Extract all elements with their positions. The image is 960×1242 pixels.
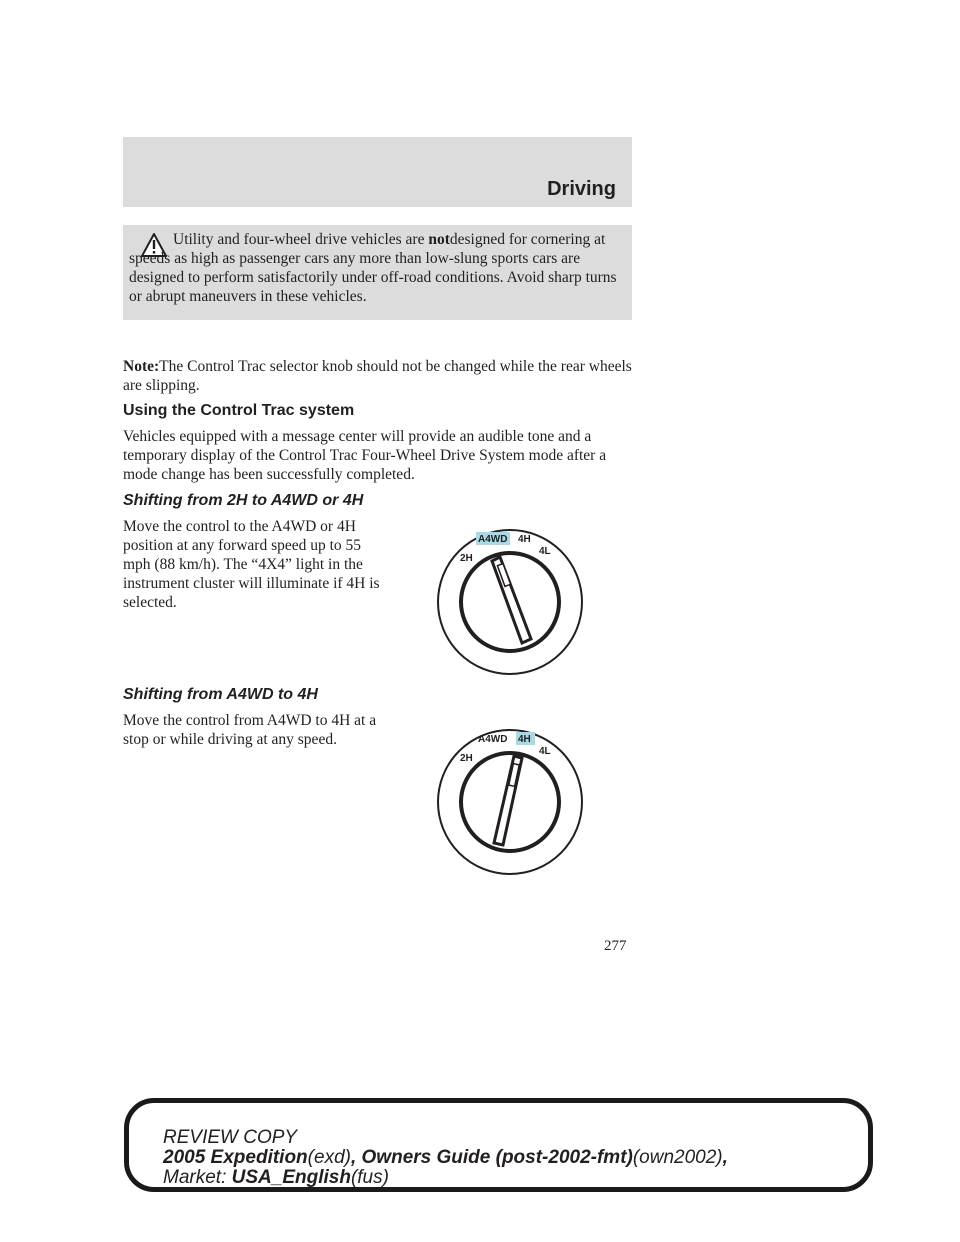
warning-box [123, 225, 632, 320]
knob-label-4l: 4L [539, 746, 551, 757]
review-publication-line: 2005 Expedition(exd), Owners Guide (post-2002-fmt)(own2002), [163, 1147, 728, 1168]
knob-label-2h: 2H [460, 753, 473, 764]
knob-label-a4wd: A4WD [478, 734, 508, 745]
note-text: The Control Trac selector knob should not be changed while the rear wheels are slipping. [123, 358, 632, 394]
section-title: Driving [547, 178, 616, 200]
note-paragraph [123, 357, 633, 395]
knob-label-4h: 4H [518, 734, 531, 745]
using-heading: Using the Control Trac system [123, 402, 355, 419]
shift2-heading: Shifting from A4WD to 4H [123, 686, 318, 703]
knob-label-4l: 4L [539, 546, 551, 557]
review-copy-label: REVIEW COPY [163, 1127, 298, 1148]
page-number: 277 [604, 938, 627, 954]
knob-label-2h: 2H [460, 553, 473, 564]
shift1-knob-diagram [430, 518, 590, 678]
shift1-paragraph: Move the control to the A4WD or 4H position at any forward speed up to 55 mph (88 km/h). The “4X4” light in the instrument cluster will illuminate if 4H is selected. [123, 518, 380, 611]
review-market-line: Market: USA_English(fus) [163, 1167, 389, 1188]
knob-label-a4wd: A4WD [478, 534, 508, 545]
note-label: Note: [123, 358, 160, 375]
warning-text: Utility and four-wheel drive vehicles are notdesigned for cornering at speeds as high as passenger cars any more than low-slung sports cars are designed to perform satisfactorily under off-road conditions. Avoid sharp turns or abrupt maneuvers in these vehicles. [129, 231, 617, 305]
shift1-heading: Shifting from 2H to A4WD or 4H [123, 492, 364, 509]
section-header-band [123, 137, 632, 207]
shift2-knob-diagram [430, 718, 590, 878]
knob-label-4h: 4H [518, 534, 531, 545]
shift2-paragraph: Move the control from A4WD to 4H at a stop or while driving at any speed. [123, 712, 377, 748]
using-paragraph: Vehicles equipped with a message center will provide an audible tone and a temporary display of the Control Trac Four-Wheel Drive System mode after a mode change has been successfully completed. [123, 428, 607, 483]
